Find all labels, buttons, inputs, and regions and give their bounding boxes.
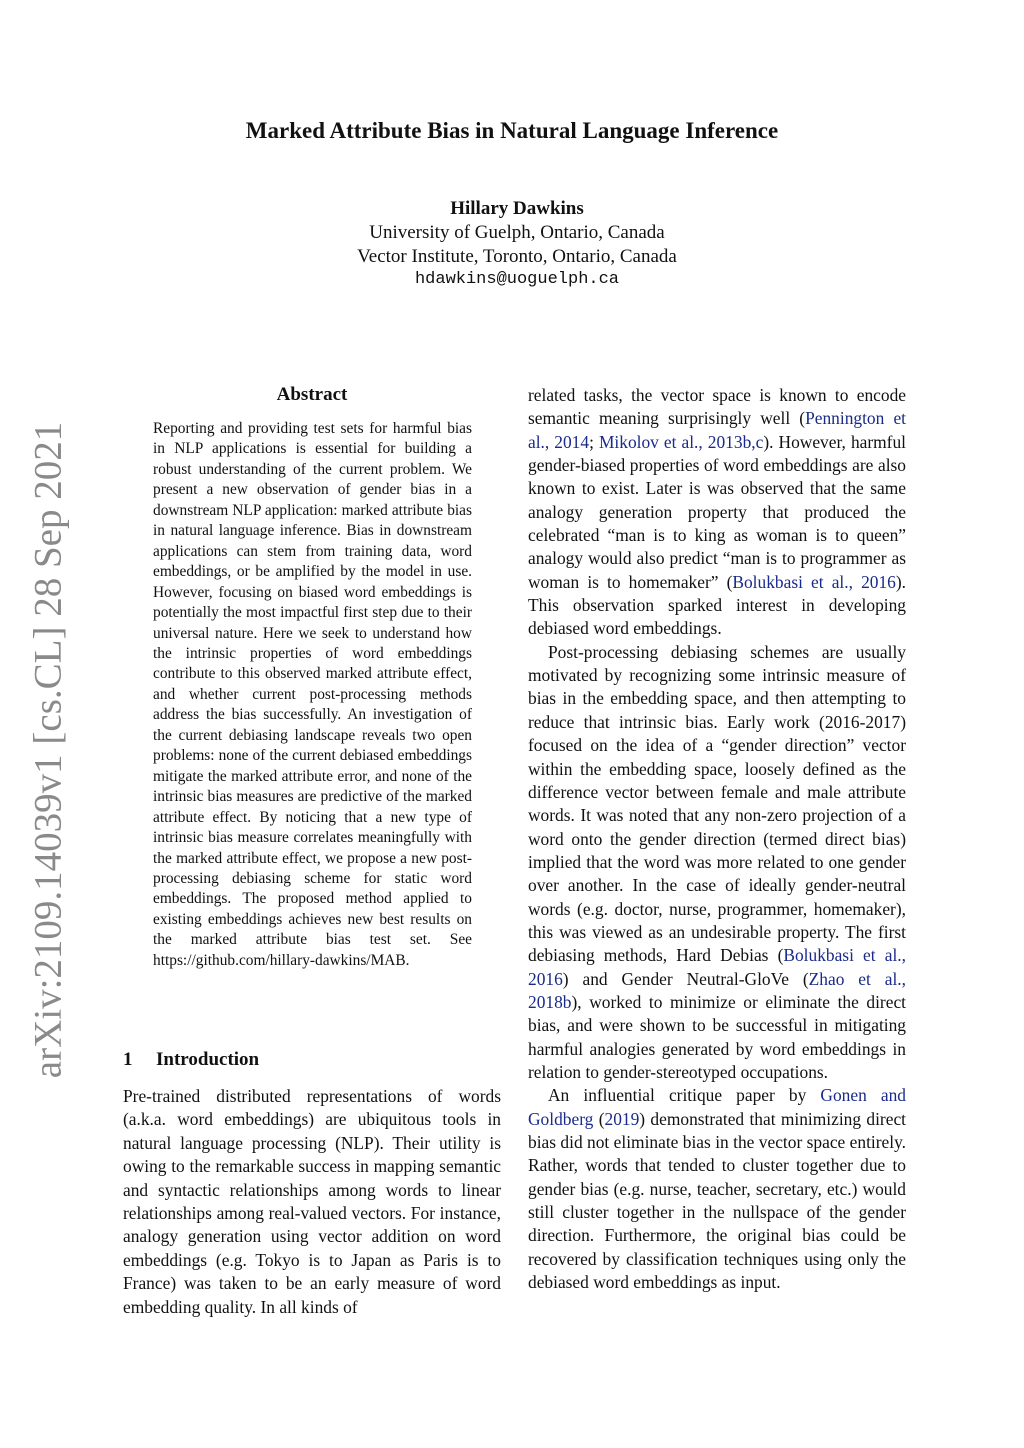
intro-left-column: Pre-trained distributed representations of words (a.k.a. word embeddings) are ubiquitous tools in natural language processing (NLP). Their utility is owing to the remarkable success in mapping semantic and syntactic relationships among words to linear relationships among real-valued vectors. For instance, analogy generation using vector addition on word embeddings (e.g. Tokyo is to Japan as Paris is to France) was taken to be an early measure of word embedding quality. In all kinds of xyxy=(123,1086,501,1317)
section-title: Introduction xyxy=(156,1049,260,1070)
citation-zhao[interactable]: Zhao et al., 2018b xyxy=(528,968,906,1012)
arxiv-stamp: arXiv:2109.14039v1 [cs.CL] 28 Sep 2021 xyxy=(26,421,70,1079)
citation-gonen-goldberg[interactable]: Gonen and Goldberg xyxy=(528,1085,906,1129)
section-heading-introduction xyxy=(123,1049,259,1071)
intro-paragraph-2: Post-processing debiasing schemes are usually motivated by recognizing some intrinsic measure of bias in the embedding space, and then attempting to reduce that intrinsic bias. Early work (2016-2017) focused on the idea of a “gender direction” vector within the embedding space, loosely defined as the difference vector between female and male attribute words. It was noted that any non-zero projection of a word onto the gender direction (termed direct bias) implied that the word was more related to one gender over another. In the case of ideally gender-neutral words (e.g. doctor, nurse, programmer, homemaker), this was viewed as an undesirable property. The first debiasing methods, Hard Debias (Bolukbasi et al., 2016) and Gender Neutral-GloVe (Zhao et al., 2018b), worked to minimize or eliminate the direct bias, and were shown to be successful in mitigating harmful analogies generated by word embeddings in relation to gender-stereotyped occupations. xyxy=(528,641,906,1082)
affiliation-vector: Vector Institute, Toronto, Ontario, Canada xyxy=(357,246,677,267)
intro-paragraph-1: related tasks, the vector space is known to encode semantic meaning surprisingly well (Pennington et al., 2014; Mikolov et al., 2013b,c). However, harmful gender-biased properties of word embeddings are also known to exist. Later is was observed that the same analogy generation property that produced the celebrated “man is to king as woman is to queen” analogy would also predict “man is to programmer as woman is to homemaker” (Bolukbasi et al., 2016). This observation sparked interest in developing debiased word embeddings. xyxy=(528,385,907,639)
intro-right-column xyxy=(528,384,906,1294)
citation-bolukbasi[interactable]: Bolukbasi et al., 2016 xyxy=(528,945,906,989)
section-number: 1 xyxy=(123,1049,133,1070)
abstract-body: Reporting and providing test sets for harmful bias in NLP applications is essential for building a robust understanding of the current problem. We present a new observation of gender bias in a downstream NLP application: marked attribute bias in natural language inference. Bias in downstream applications can stem from training data, word embeddings, or be amplified by the model in use. However, focusing on biased word embeddings is potentially the most impactful first step due to their universal nature. Here we seek to understand how the intrinsic properties of word embeddings contribute to this observed marked attribute effect, and whether current post-processing methods address the bias successfully. An investigation of the current debiasing landscape reveals two open problems: none of the current debiased embeddings mitigate the marked attribute error, and none of the intrinsic bias measures are predictive of the marked attribute effect. By noticing that a new type of intrinsic bias measure correlates meaningfully with the marked attribute effect, we propose a new post-processing debiasing scheme for static word embeddings. The proposed method applied to existing embeddings achieves new best results on the marked attribute bias test set. See https://github.com/hillary-dawkins/MAB. xyxy=(153,420,472,969)
author-email[interactable]: hdawkins@uoguelph.ca xyxy=(414,270,620,289)
citation-gonen-goldberg-year[interactable]: 2019 xyxy=(604,1108,640,1129)
paper-title: Marked Attribute Bias in Natural Language Inference xyxy=(245,118,779,143)
citation-pennington[interactable]: Pennington et al., 2014 xyxy=(528,408,907,452)
intro-paragraph-3: An influential critique paper by Gonen and Goldberg (2019) demonstrated that minimizing direct bias did not eliminate bias in the vector space entirely. Rather, words that tended to cluster together due to gender bias (e.g. nurse, teacher, secretary, etc.) would still cluster together in the nullspace of the gender direction. Furthermore, the original bias could be recovered by classification techniques using only the debiased word embeddings as input. xyxy=(528,1085,906,1293)
abstract-heading: Abstract xyxy=(276,384,348,405)
affiliation-guelph: University of Guelph, Ontario, Canada xyxy=(369,222,665,243)
citation-bolukbasi[interactable]: Bolukbasi et al., 2016 xyxy=(732,571,896,592)
author-name: Hillary Dawkins xyxy=(450,198,584,219)
citation-mikolov[interactable]: Mikolov et al., 2013b,c xyxy=(598,431,764,452)
